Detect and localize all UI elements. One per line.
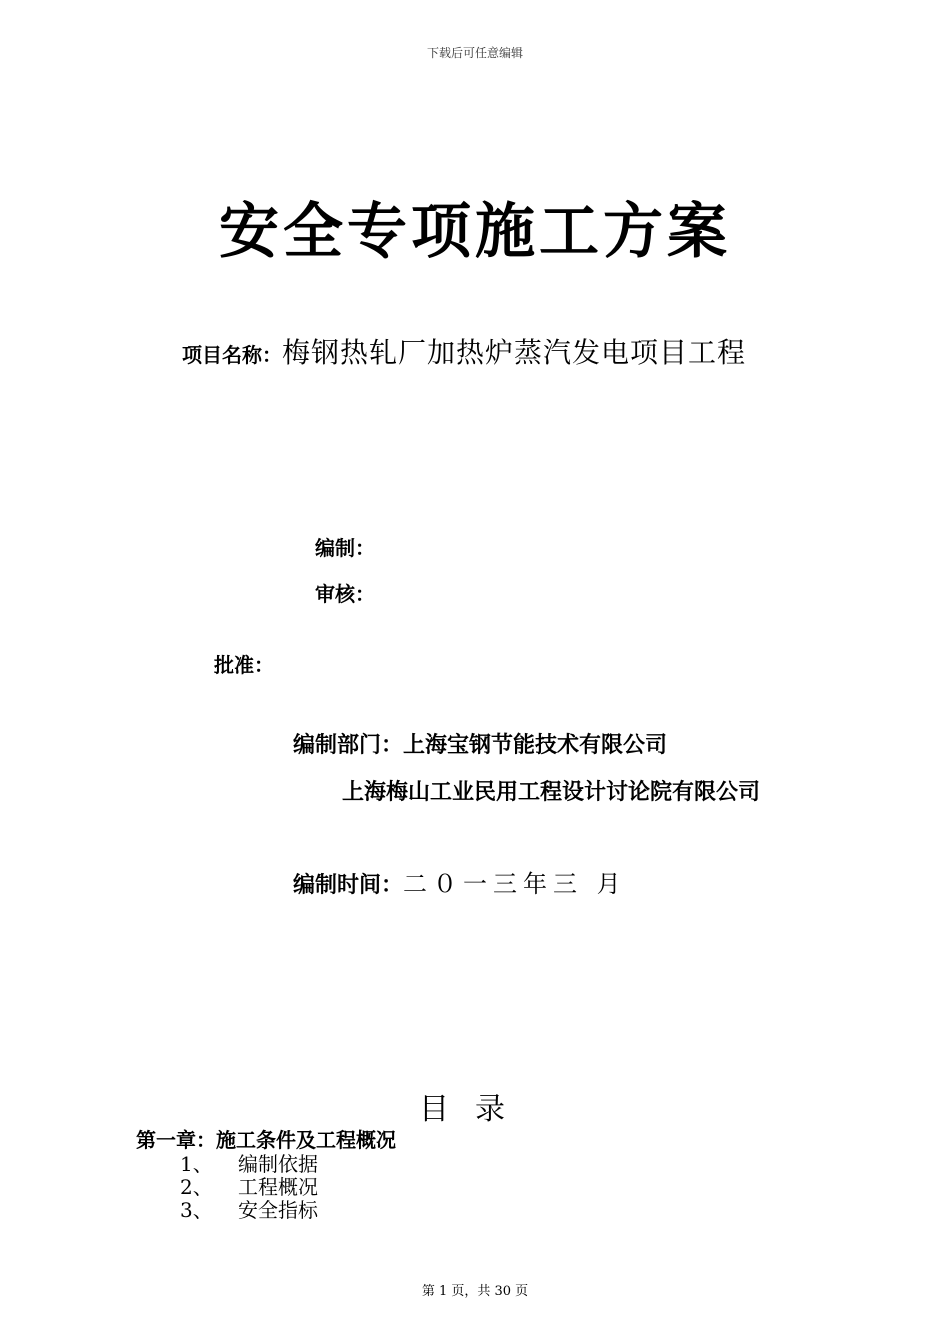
toc-chapter-1: 第一章：施工条件及工程概况 (136, 1128, 396, 1152)
department-company-1: 上海宝钢节能技术有限公司 (403, 733, 668, 758)
page-number: 第 1 页，共 30 页 (421, 1284, 529, 1299)
approver-label: 批准： (214, 653, 274, 677)
toc-title: 目录 (419, 1092, 531, 1127)
toc-item-number: 1、 (180, 1152, 213, 1176)
department-line (293, 728, 667, 759)
reviewer-label: 审核： (315, 582, 375, 606)
toc-item-text: 安全指标 (238, 1198, 318, 1222)
toc-item-number: 3、 (180, 1198, 213, 1222)
department-company-2: 上海梅山工业民用工程设计讨论院有限公司 (342, 780, 761, 805)
compile-date-value: 二０一三年三 月 (403, 870, 627, 898)
toc-item-text: 工程概况 (238, 1175, 318, 1199)
project-name-line (182, 331, 746, 371)
compile-date-line (293, 864, 627, 899)
project-name-label: 项目名称： (182, 343, 282, 367)
department-label: 编制部门： (293, 733, 404, 758)
document-title: 安全专项施工方案 (219, 197, 731, 267)
project-name-value: 梅钢热轧厂加热炉蒸汽发电项目工程 (282, 336, 747, 369)
compiler-label: 编制： (315, 536, 375, 560)
header-note: 下载后可任意编辑 (426, 46, 523, 60)
compile-date-label: 编制时间： (293, 873, 404, 898)
toc-item-text: 编制依据 (238, 1152, 318, 1176)
toc-item (180, 1194, 318, 1223)
toc-item-number: 2、 (180, 1175, 213, 1199)
